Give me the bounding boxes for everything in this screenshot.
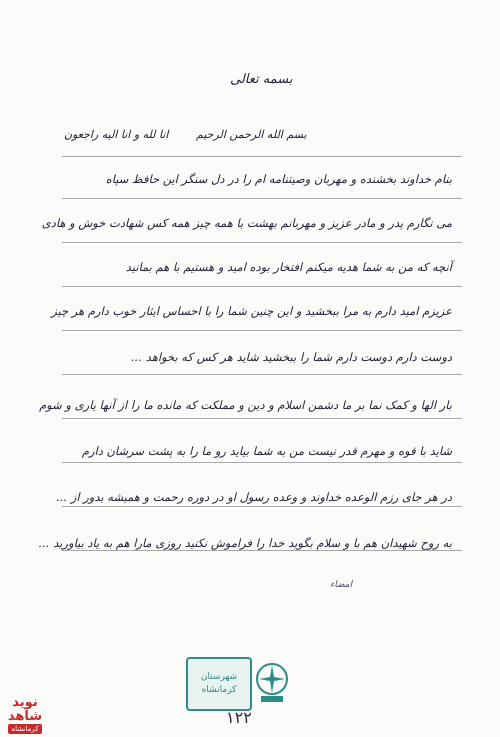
ruled-line [62,242,462,243]
quran-verse: انا لله و انا الیه راجعون [64,128,169,141]
handwritten-line-7: شاید با قوه و مهرم قدر نیست من به شما بیاید رو ما را به پشت سرشان دارم [81,444,452,458]
handwritten-line-8: در هر جای رزم الوعده خداوند و وعده رسول او در دوره رحمت و همیشه بدور از ... [56,490,452,504]
watermark-main: نوید شاهد [7,695,43,724]
handwritten-line-5: دوست دارم دوست دارم شما را ببخشید شاید هر کس که بخواهد ... [131,350,452,364]
ruled-line [62,286,462,287]
ruled-line [62,374,462,375]
ruled-line [62,550,462,551]
site-watermark-logo [2,678,48,734]
handwritten-line-9: به روح شهیدان هم با و سلام بگوید خدا را فراموش نکنید روزی مارا هم به یاد بیاورید ... [38,536,452,550]
ruled-line [62,506,462,507]
signature: امضاء [330,580,353,590]
archive-stamp [186,657,252,711]
ruled-line [62,462,462,463]
stamp-line-2: کرمانشاه [201,685,237,695]
bismillah-line: بسم الله الرحمن الرحیم [196,128,307,141]
handwritten-line-2: می نگارم پدر و مادر عزیز و مهربانم بهشت با همه چیز همه کس شهادت خوش و هادی [41,216,452,230]
handwritten-line-4: عزیزم امید دارم به مرا ببخشید و این چنین شما را با احساس ایثار خوب دارم هر چیز [51,304,452,318]
bism-heading: بسمه تعالی [230,72,293,87]
ruled-line [62,156,462,157]
handwritten-line-1: بنام خداوند بخشنده و مهربان وصیتنامه ام را در دل سنگر این حافظ سپاه [105,172,452,186]
ruled-line [62,330,462,331]
page-number: ۱۲۲ [226,708,252,727]
stamp-line-1: شهرستان [200,672,238,682]
handwritten-line-3: آنچه که من به شما هدیه میکنم افتخار بوده امید و هستیم با هم بمانید [125,260,452,274]
emblem-icon [250,657,294,707]
ruled-line [62,418,462,419]
watermark-sub: کرمانشاه [8,724,41,734]
ruled-line [62,198,462,199]
handwritten-line-6: بار الها و کمک نما بر ما دشمن اسلام و دین و مملکت که مانده ما را از آنها یاری و شوم [39,398,452,412]
